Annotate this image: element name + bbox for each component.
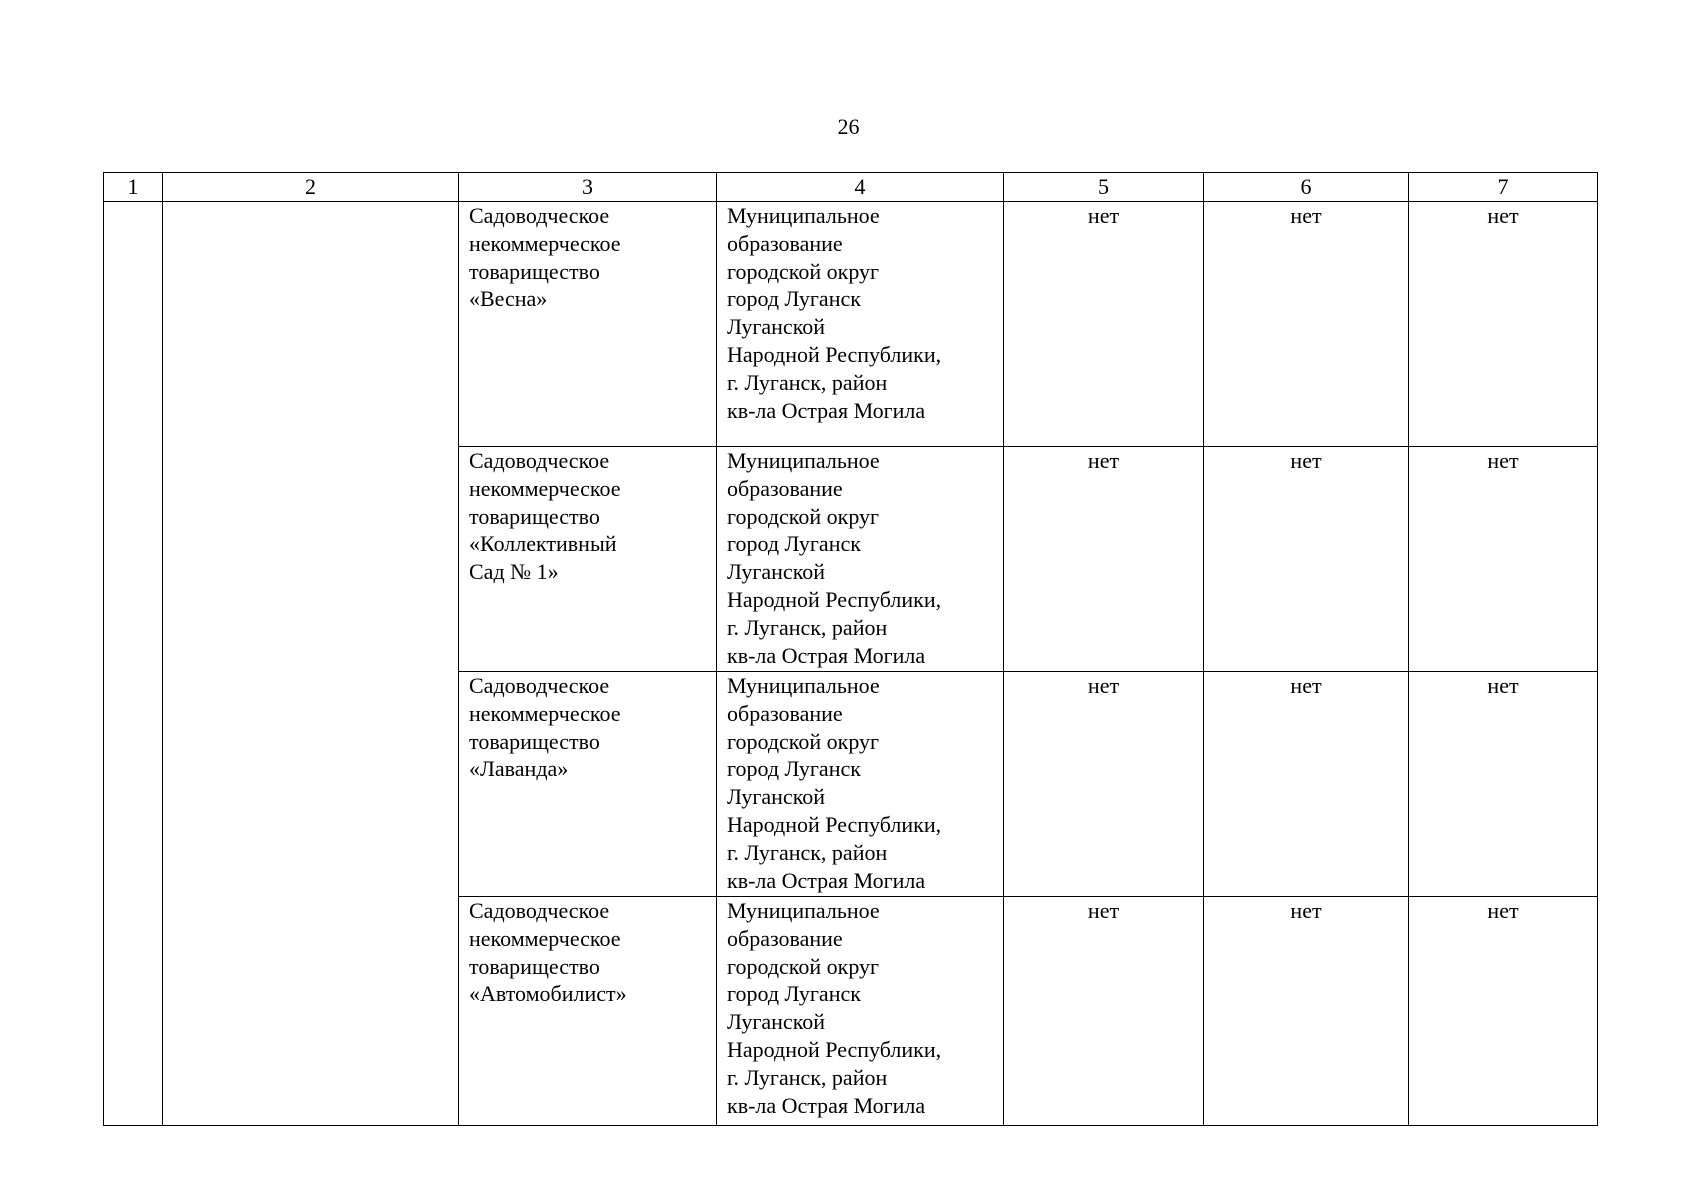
col7-cell: [1409, 672, 1598, 897]
col6-cell: [1204, 202, 1409, 447]
location-cell: [717, 202, 1004, 447]
col6-value: нет: [1290, 673, 1322, 698]
col5-value: нет: [1087, 203, 1120, 228]
location-text: Муниципальное образование городской округ город Луганск Луганской Народной Республики, г. Луганск, район кв-ла Острая Могила: [727, 673, 942, 893]
col6-value: нет: [1290, 898, 1322, 923]
organization-cell: [459, 202, 717, 447]
col7-value: нет: [1487, 673, 1519, 698]
organization-cell: [459, 897, 717, 1126]
col5-value: нет: [1087, 898, 1120, 923]
col7-cell: [1409, 897, 1598, 1126]
header-col-2: 2: [163, 173, 459, 202]
col6-cell: [1204, 897, 1409, 1126]
location-cell: [717, 672, 1004, 897]
cell-col-2-merged: [163, 202, 459, 1126]
col5-value: нет: [1087, 448, 1120, 473]
header-col-1: 1: [104, 173, 163, 202]
col6-cell: [1204, 672, 1409, 897]
col7-cell: [1409, 447, 1598, 672]
col5-cell: [1004, 202, 1204, 447]
data-table: [103, 172, 1598, 1126]
location-cell: [717, 447, 1004, 672]
col6-cell: [1204, 447, 1409, 672]
organization-name: Садоводческое некоммерческое товарищество «Автомобилист»: [469, 898, 627, 1007]
header-col-4: 4: [717, 173, 1004, 202]
organization-name: Садоводческое некоммерческое товарищество «Лаванда»: [469, 673, 621, 782]
organization-cell: [459, 672, 717, 897]
col7-cell: [1409, 202, 1598, 447]
table-row: [104, 202, 1598, 447]
location-text: Муниципальное образование городской округ город Луганск Луганской Народной Республики, г. Луганск, район кв-ла Острая Могила: [727, 448, 942, 668]
header-col-7: 7: [1409, 173, 1598, 202]
col7-value: нет: [1487, 898, 1519, 923]
col5-cell: [1004, 447, 1204, 672]
organization-name: Садоводческое некоммерческое товарищество «Весна»: [469, 203, 621, 312]
organization-name: Садоводческое некоммерческое товарищество «Коллективный Сад № 1»: [469, 448, 621, 585]
location-text: Муниципальное образование городской округ город Луганск Луганской Народной Республики, г. Луганск, район кв-ла Острая Могила: [727, 203, 942, 423]
col6-value: нет: [1290, 448, 1322, 473]
col7-value: нет: [1487, 448, 1519, 473]
header-col-3: 3: [459, 173, 717, 202]
header-col-6: 6: [1204, 173, 1409, 202]
organization-cell: [459, 447, 717, 672]
col6-value: нет: [1290, 203, 1322, 228]
col5-cell: [1004, 672, 1204, 897]
location-text: Муниципальное образование городской округ город Луганск Луганской Народной Республики, г. Луганск, район кв-ла Острая Могила: [727, 898, 942, 1118]
col5-cell: [1004, 897, 1204, 1126]
header-col-5: 5: [1004, 173, 1204, 202]
cell-col-1-merged: [104, 202, 163, 1126]
header-row: [104, 173, 1598, 202]
location-cell: [717, 897, 1004, 1126]
col5-value: нет: [1087, 673, 1120, 698]
page-number: 26: [837, 114, 860, 139]
col7-value: нет: [1487, 203, 1519, 228]
